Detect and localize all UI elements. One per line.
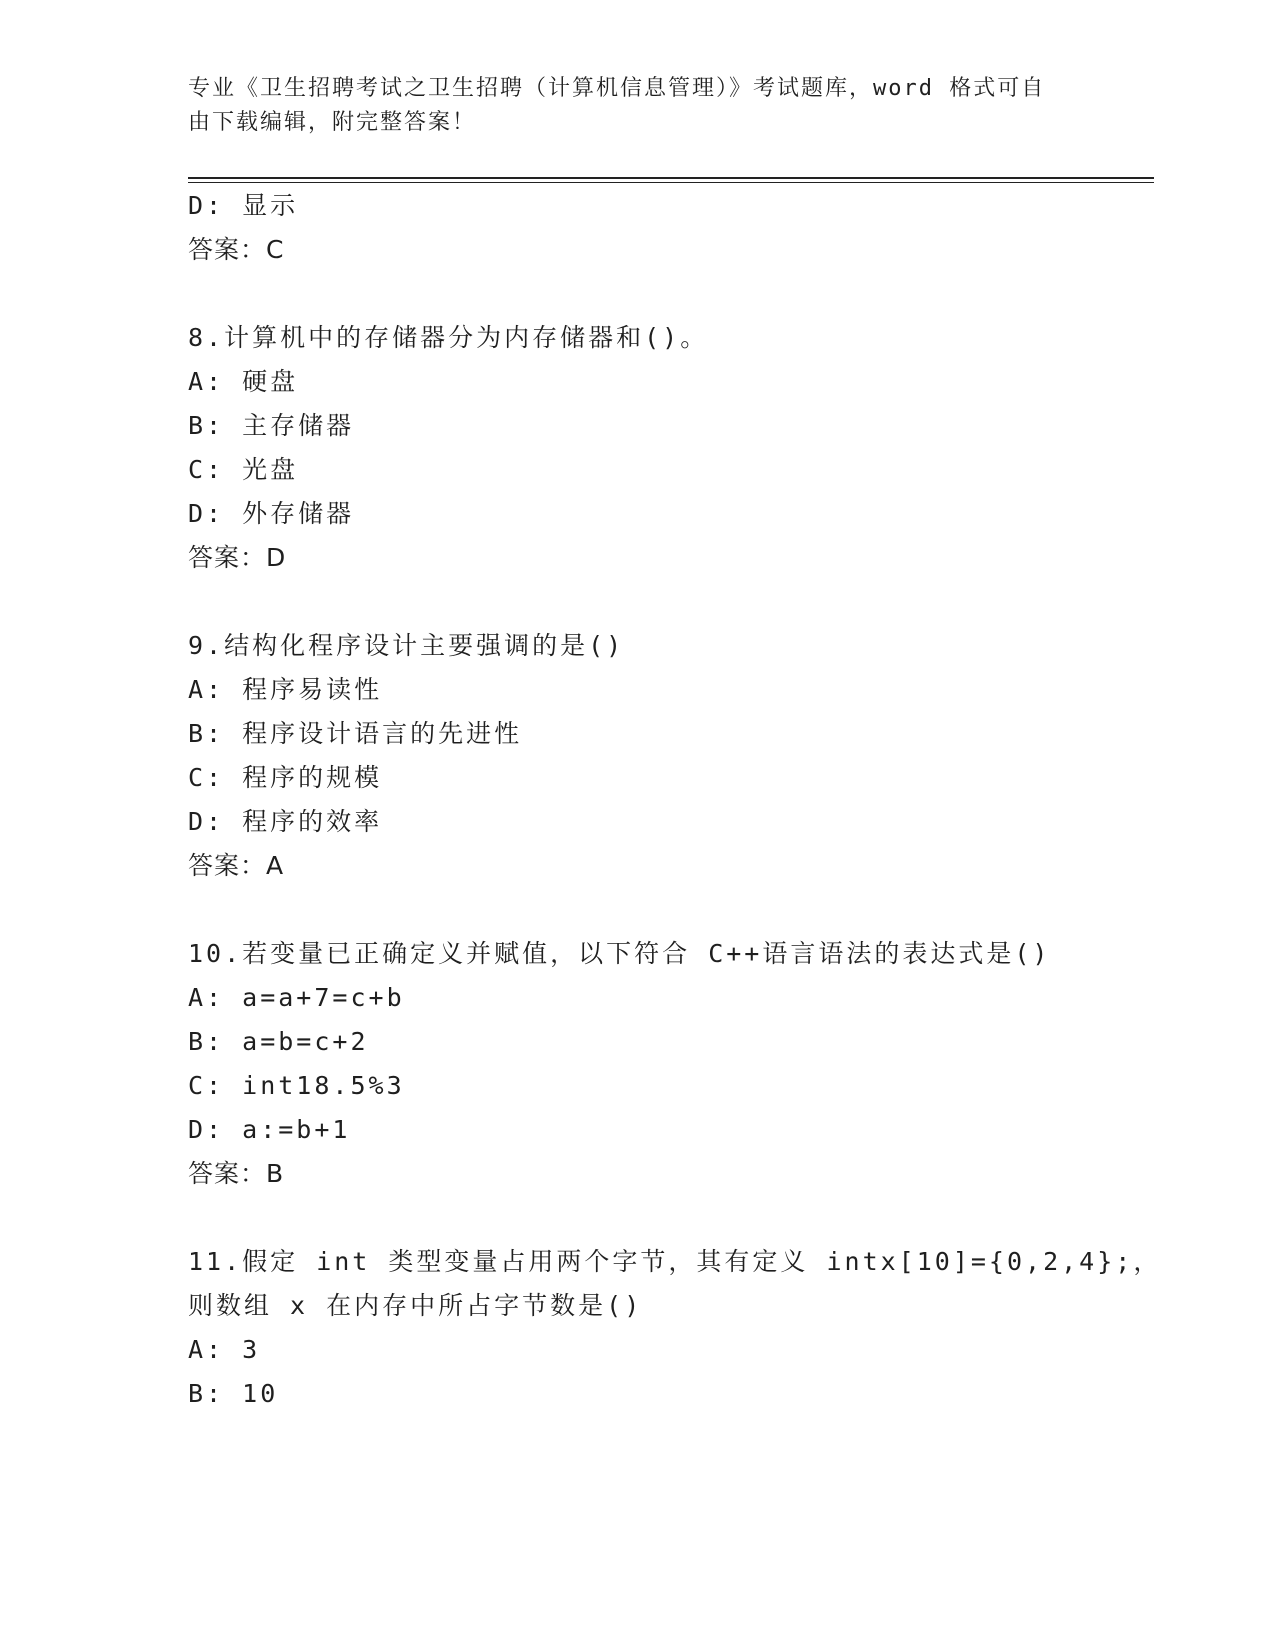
question-10-option-c: C: int18.5%3 (188, 1071, 405, 1100)
answer-line: 答案：C (188, 235, 285, 264)
question-10-option-b: B: a=b=c+2 (188, 1027, 369, 1056)
question-8-option-b: B: 主存储器 (188, 411, 355, 440)
question-8-option-c: C: 光盘 (188, 455, 299, 484)
header-divider (188, 177, 1154, 179)
question-9-stem: 9.结构化程序设计主要强调的是() (188, 631, 625, 660)
question-8-option-a: A: 硬盘 (188, 367, 299, 396)
option-d: D: 显示 (188, 191, 299, 220)
question-9-answer: 答案：A (188, 851, 285, 880)
question-11-stem-line-1: 11.假定 int 类型变量占用两个字节，其有定义 intx[10]={0,2,4};， (188, 1247, 1162, 1276)
question-8-stem: 8.计算机中的存储器分为内存储器和()。 (188, 323, 709, 352)
document-header (188, 72, 1068, 140)
question-11-stem-line-2: 则数组 x 在内存中所占字节数是() (188, 1291, 643, 1320)
header-line-1: 专业《卫生招聘考试之卫生招聘（计算机信息管理）》考试题库，word 格式可自 (188, 76, 1046, 101)
question-8-answer: 答案：D (188, 543, 287, 572)
question-10-answer: 答案：B (188, 1159, 285, 1188)
header-line-2: 由下载编辑，附完整答案！ (188, 110, 477, 135)
question-10-stem: 10.若变量已正确定义并赋值，以下符合 C++语言语法的表达式是() (188, 939, 1051, 968)
header-divider-thin (188, 182, 1154, 183)
question-10-option-a: A: a=a+7=c+b (188, 983, 405, 1012)
question-11-option-b: B: 10 (188, 1379, 279, 1408)
question-9-option-a: A: 程序易读性 (188, 675, 383, 704)
question-11-option-a: A: 3 (188, 1335, 261, 1364)
question-9-option-c: C: 程序的规模 (188, 763, 383, 792)
question-8-option-d: D: 外存储器 (188, 499, 355, 528)
question-10-option-d: D: a:=b+1 (188, 1115, 351, 1144)
question-9-option-d: D: 程序的效率 (188, 807, 383, 836)
question-9-option-b: B: 程序设计语言的先进性 (188, 719, 523, 748)
